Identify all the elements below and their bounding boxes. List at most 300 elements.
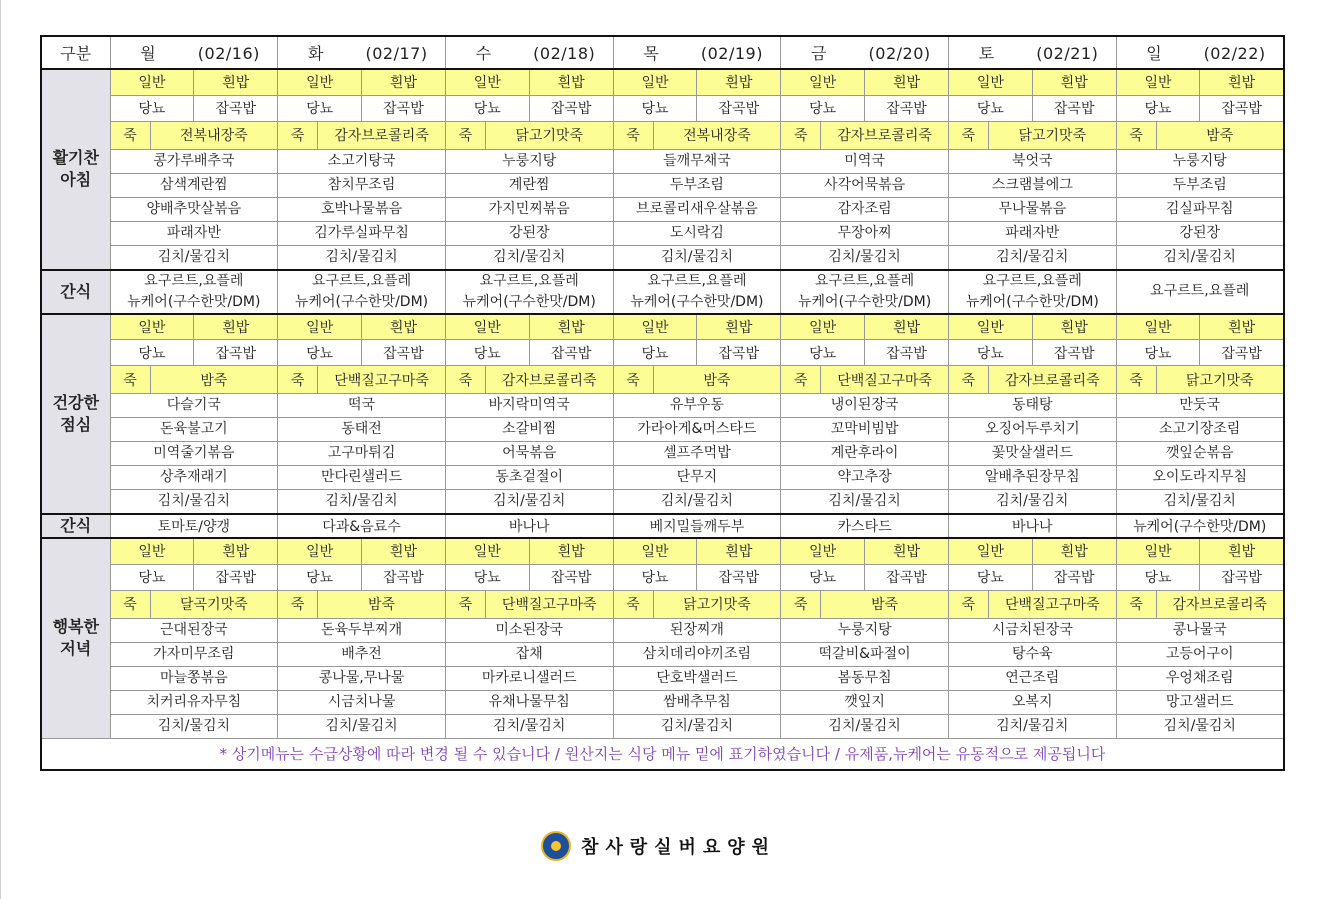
porridge-name: 감자브로콜리죽 (334, 128, 429, 144)
option-white-rice: 흰밥 (1200, 69, 1284, 95)
porridge-inner (278, 122, 445, 149)
meal-label-line: 행복한 (52, 617, 99, 637)
porridge-tag: 죽 (614, 366, 654, 393)
porridge-tag: 죽 (1117, 366, 1157, 393)
snack-cell (445, 270, 613, 314)
dish-item: 파래자반 (110, 221, 278, 245)
dish-item: 김치/물김치 (278, 490, 446, 515)
option-normal: 일반 (110, 314, 194, 340)
option-diabetic: 당뇨 (781, 340, 865, 366)
porridge-tag: 죽 (111, 366, 151, 393)
day-name: 목 (643, 44, 659, 63)
option-diabetic: 당뇨 (445, 340, 529, 366)
dish-item: 오복지 (948, 690, 1116, 714)
dish-item: 김치/물김치 (781, 245, 949, 270)
option-mixed-rice: 잡곡밥 (697, 340, 781, 366)
dinner-label (41, 538, 110, 738)
porridge-row (41, 590, 1284, 618)
porridge-inner (278, 366, 445, 393)
porridge-tag: 죽 (781, 366, 821, 393)
option-white-rice: 흰밥 (1200, 314, 1284, 340)
dish-item: 누룽지탕 (1116, 149, 1284, 173)
option-row (41, 95, 1284, 121)
option-white-rice: 흰밥 (697, 69, 781, 95)
porridge-cell (278, 590, 446, 618)
porridge-tag: 죽 (111, 122, 151, 149)
weekly-menu-table (40, 35, 1285, 771)
dish-item: 쌈배추무침 (613, 690, 781, 714)
porridge-tag: 죽 (949, 122, 989, 149)
option-diabetic: 당뇨 (278, 95, 362, 121)
option-white-rice: 흰밥 (865, 314, 949, 340)
dish-item: 감자조림 (781, 197, 949, 221)
dish-item: 약고추장 (781, 466, 949, 490)
dish-item: 브로콜리새우살볶음 (613, 197, 781, 221)
option-diabetic: 당뇨 (613, 340, 697, 366)
option-normal: 일반 (110, 538, 194, 564)
porridge-cell (613, 366, 781, 394)
dish-item: 우엉채조림 (1116, 666, 1284, 690)
porridge-inner (446, 366, 613, 393)
dish-item: 김치/물김치 (1116, 490, 1284, 515)
option-row (41, 314, 1284, 340)
dish-item: 알배추된장무침 (948, 466, 1116, 490)
option-normal: 일반 (445, 69, 529, 95)
dish-item: 근대된장국 (110, 618, 278, 642)
option-diabetic: 당뇨 (445, 95, 529, 121)
option-white-rice: 흰밥 (1200, 538, 1284, 564)
dish-item: 김치/물김치 (948, 714, 1116, 738)
porridge-cell (110, 121, 278, 149)
option-normal: 일반 (781, 314, 865, 340)
option-white-rice: 흰밥 (1032, 69, 1116, 95)
dish-item: 바지락미역국 (445, 394, 613, 418)
dish-item: 김치/물김치 (278, 714, 446, 738)
dish-item: 냉이된장국 (781, 394, 949, 418)
snack-item: 뉴케어(구수한맛/DM) (965, 293, 1099, 310)
porridge-name: 감자브로콜리죽 (1172, 597, 1268, 613)
porridge-inner (614, 366, 781, 393)
snack-cell (613, 270, 781, 314)
option-normal: 일반 (445, 538, 529, 564)
dish-item: 깻잎지 (781, 690, 949, 714)
option-normal: 일반 (781, 538, 865, 564)
dish-item: 미소된장국 (445, 618, 613, 642)
snack-item: 뉴케어(구수한맛/DM) (798, 293, 932, 310)
dish-item: 강된장 (1116, 221, 1284, 245)
porridge-tag: 죽 (949, 591, 989, 618)
porridge-tag: 죽 (614, 122, 654, 149)
dish-item: 시금치된장국 (948, 618, 1116, 642)
dish-item: 양배추맛살볶음 (110, 197, 278, 221)
porridge-cell (948, 121, 1116, 149)
dish-item: 김치/물김치 (781, 714, 949, 738)
day-date: (02/17) (365, 44, 428, 63)
snack-item: 요구르트,요플레 (982, 272, 1082, 289)
dish-row (41, 173, 1284, 197)
snack-cell (278, 270, 446, 314)
dish-item: 연근조림 (948, 666, 1116, 690)
snack-item: 바나나 (948, 514, 1116, 538)
day-date: (02/20) (868, 44, 931, 63)
option-white-rice: 흰밥 (529, 69, 613, 95)
option-mixed-rice: 잡곡밥 (1200, 564, 1284, 590)
snack-label: 간식 (41, 514, 110, 538)
porridge-tag: 죽 (1117, 122, 1157, 149)
porridge-cell (1116, 121, 1284, 149)
breakfast-label (41, 69, 110, 270)
option-mixed-rice: 잡곡밥 (529, 95, 613, 121)
dish-item: 누룽지탕 (445, 149, 613, 173)
meal-label-line: 점심 (60, 414, 92, 434)
day-header (613, 36, 781, 69)
porridge-name: 닭고기맛죽 (683, 597, 751, 613)
porridge-name: 밤죽 (871, 597, 899, 613)
day-date: (02/21) (1036, 44, 1099, 63)
option-diabetic: 당뇨 (278, 564, 362, 590)
dish-row (41, 245, 1284, 270)
porridge-name: 닭고기맛죽 (515, 128, 584, 144)
dish-row (41, 394, 1284, 418)
option-white-rice: 흰밥 (194, 314, 278, 340)
option-diabetic: 당뇨 (1116, 340, 1200, 366)
dish-row (41, 690, 1284, 714)
snack-item: 요구르트,요플레 (647, 272, 747, 289)
porridge-inner (614, 122, 781, 149)
porridge-name: 감자브로콜리죽 (501, 372, 597, 389)
day-name: 금 (811, 44, 827, 63)
option-white-rice: 흰밥 (194, 538, 278, 564)
porridge-tag: 죽 (614, 591, 654, 618)
porridge-name: 전복내장죽 (683, 128, 751, 144)
porridge-cell (1116, 590, 1284, 618)
option-normal: 일반 (110, 69, 194, 95)
porridge-cell (110, 366, 278, 394)
dish-row (41, 442, 1284, 466)
porridge-tag: 죽 (446, 591, 486, 618)
option-normal: 일반 (948, 538, 1032, 564)
option-diabetic: 당뇨 (110, 340, 194, 366)
dish-item: 김치/물김치 (110, 490, 278, 515)
porridge-cell (278, 121, 446, 149)
dish-item: 김치/물김치 (613, 714, 781, 738)
porridge-name: 단백질고구마죽 (837, 372, 932, 389)
dish-item: 파래자반 (948, 221, 1116, 245)
porridge-tag: 죽 (111, 591, 151, 618)
dish-item: 콩나물,무나물 (278, 666, 446, 690)
porridge-cell (613, 590, 781, 618)
dish-item: 김치/물김치 (613, 490, 781, 515)
option-normal: 일반 (948, 69, 1032, 95)
option-normal: 일반 (613, 69, 697, 95)
option-diabetic: 당뇨 (1116, 95, 1200, 121)
porridge-tag: 죽 (781, 591, 821, 618)
porridge-name: 밤죽 (1206, 128, 1234, 144)
porridge-name: 단백질고구마죽 (334, 372, 429, 389)
snack-row (41, 270, 1284, 314)
dish-item: 사각어묵볶음 (781, 173, 949, 197)
porridge-tag: 죽 (278, 591, 318, 618)
snack-cell (948, 270, 1116, 314)
dish-item: 호박나물볶음 (278, 197, 446, 221)
porridge-inner (781, 591, 948, 618)
dish-item: 김치/물김치 (110, 245, 278, 270)
dish-row (41, 490, 1284, 515)
porridge-inner (1117, 122, 1283, 149)
option-diabetic: 당뇨 (278, 340, 362, 366)
day-name: 토 (978, 44, 995, 63)
option-white-rice: 흰밥 (529, 314, 613, 340)
day-name: 일 (1146, 44, 1162, 63)
dish-item: 무나물볶음 (948, 197, 1116, 221)
porridge-cell (110, 590, 278, 618)
option-white-rice: 흰밥 (529, 538, 613, 564)
day-header (1116, 36, 1284, 69)
porridge-cell (445, 121, 613, 149)
snack-item: 요구르트,요플레 (479, 272, 579, 289)
header-row (41, 36, 1284, 69)
meal-label-line: 활기찬 (52, 148, 99, 168)
option-diabetic: 당뇨 (110, 95, 194, 121)
porridge-inner (781, 122, 948, 149)
dish-item: 만다린샐러드 (278, 466, 446, 490)
porridge-name: 달곡기맛죽 (180, 597, 248, 613)
option-normal: 일반 (781, 69, 865, 95)
option-mixed-rice: 잡곡밥 (865, 564, 949, 590)
porridge-cell (445, 366, 613, 394)
option-diabetic: 당뇨 (110, 564, 194, 590)
snack-item: 뉴케어(구수한맛/DM) (127, 293, 261, 310)
option-mixed-rice: 잡곡밥 (529, 564, 613, 590)
dish-item: 소갈비찜 (445, 418, 613, 442)
dish-item: 참치무조림 (278, 173, 446, 197)
dish-item: 배추전 (278, 642, 446, 666)
dish-item: 유부우동 (613, 394, 781, 418)
day-name: 월 (140, 44, 156, 63)
snack-cell (1116, 270, 1284, 314)
dish-row (41, 666, 1284, 690)
dish-item: 돈육불고기 (110, 418, 278, 442)
option-white-rice: 흰밥 (362, 69, 446, 95)
day-header (445, 36, 613, 69)
porridge-row (41, 366, 1284, 394)
dish-item: 김가루실파무침 (278, 221, 446, 245)
option-mixed-rice: 잡곡밥 (194, 564, 278, 590)
option-mixed-rice: 잡곡밥 (194, 95, 278, 121)
porridge-cell (1116, 366, 1284, 394)
dish-item: 삼치데리야끼조림 (613, 642, 781, 666)
dish-item: 김실파무침 (1116, 197, 1284, 221)
dish-item: 동태전 (278, 418, 446, 442)
porridge-name: 밤죽 (368, 597, 396, 613)
dish-item: 상추재래기 (110, 466, 278, 490)
dish-item: 누룽지탕 (781, 618, 949, 642)
dish-item: 김치/물김치 (1116, 245, 1284, 270)
dish-item: 탕수육 (948, 642, 1116, 666)
dish-item: 시금치나물 (278, 690, 446, 714)
option-mixed-rice: 잡곡밥 (865, 340, 949, 366)
option-diabetic: 당뇨 (948, 95, 1032, 121)
day-name: 수 (475, 44, 492, 63)
dish-item: 단호박샐러드 (613, 666, 781, 690)
day-date: (02/18) (533, 44, 596, 63)
snack-item: 토마토/양갱 (110, 514, 278, 538)
option-mixed-rice: 잡곡밥 (697, 564, 781, 590)
snack-cell (110, 270, 278, 314)
option-mixed-rice: 잡곡밥 (1032, 95, 1116, 121)
porridge-cell (948, 590, 1116, 618)
porridge-tag: 죽 (1117, 591, 1157, 618)
dish-item: 셀프주먹밥 (613, 442, 781, 466)
meal-label-line: 건강한 (52, 392, 99, 412)
porridge-row (41, 121, 1284, 149)
option-white-rice: 흰밥 (697, 538, 781, 564)
option-mixed-rice: 잡곡밥 (362, 564, 446, 590)
option-mixed-rice: 잡곡밥 (697, 95, 781, 121)
dish-item: 강된장 (445, 221, 613, 245)
dish-item: 김치/물김치 (948, 245, 1116, 270)
porridge-name: 단백질고구마죽 (501, 597, 597, 613)
dish-row (41, 197, 1284, 221)
dish-row (41, 642, 1284, 666)
dish-row (41, 149, 1284, 173)
dish-item: 돈육두부찌개 (278, 618, 446, 642)
option-white-rice: 흰밥 (362, 538, 446, 564)
porridge-inner (781, 366, 948, 393)
option-row (41, 564, 1284, 590)
day-header (781, 36, 949, 69)
day-name: 화 (307, 44, 324, 63)
snack-item: 요구르트,요플레 (311, 272, 412, 289)
option-mixed-rice: 잡곡밥 (1200, 95, 1284, 121)
option-diabetic: 당뇨 (1116, 564, 1200, 590)
option-white-rice: 흰밥 (865, 69, 949, 95)
porridge-name: 닭고기맛죽 (1185, 372, 1254, 389)
dish-item: 가라아게&머스타드 (613, 418, 781, 442)
porridge-name: 단백질고구마죽 (1004, 597, 1100, 613)
porridge-inner (446, 122, 613, 149)
dish-item: 봄동무침 (781, 666, 949, 690)
option-mixed-rice: 잡곡밥 (1032, 564, 1116, 590)
option-white-rice: 흰밥 (697, 314, 781, 340)
option-white-rice: 흰밥 (1032, 538, 1116, 564)
porridge-cell (445, 590, 613, 618)
option-mixed-rice: 잡곡밥 (529, 340, 613, 366)
dish-item: 깻잎순볶음 (1116, 442, 1284, 466)
day-header (278, 36, 446, 69)
porridge-tag: 죽 (949, 366, 989, 393)
dish-item: 김치/물김치 (781, 490, 949, 515)
option-diabetic: 당뇨 (781, 564, 865, 590)
dish-item: 무장아찌 (781, 221, 949, 245)
porridge-tag: 죽 (278, 122, 318, 149)
dish-item: 김치/물김치 (613, 245, 781, 270)
dish-row (41, 418, 1284, 442)
porridge-name: 감자브로콜리죽 (1004, 372, 1100, 389)
option-mixed-rice: 잡곡밥 (362, 95, 446, 121)
snack-item: 뉴케어(구수한맛/DM) (462, 293, 596, 310)
snack-cell (781, 270, 949, 314)
lunch-label (41, 314, 110, 515)
snack-item: 요구르트,요플레 (815, 272, 915, 289)
dish-row (41, 221, 1284, 245)
dish-item: 망고샐러드 (1116, 690, 1284, 714)
porridge-inner (111, 591, 278, 618)
dish-item: 떡국 (278, 394, 446, 418)
dish-item: 미역국 (781, 149, 949, 173)
dish-item: 오징어두루치기 (948, 418, 1116, 442)
porridge-name: 감자브로콜리죽 (837, 128, 932, 144)
dish-item: 동초겉절이 (445, 466, 613, 490)
porridge-inner (111, 366, 278, 393)
dish-item: 계란찜 (445, 173, 613, 197)
dish-item: 미역줄기볶음 (110, 442, 278, 466)
dish-item: 잡채 (445, 642, 613, 666)
snack-item: 뉴케어(구수한맛/DM) (630, 293, 764, 310)
day-header (948, 36, 1116, 69)
option-normal: 일반 (278, 69, 362, 95)
porridge-cell (781, 121, 949, 149)
dish-item: 꼬막비빔밥 (781, 418, 949, 442)
category-header: 구분 (41, 36, 110, 69)
dish-item: 콩나물국 (1116, 618, 1284, 642)
dish-row (41, 714, 1284, 738)
dish-item: 소고기장조림 (1116, 418, 1284, 442)
porridge-tag: 죽 (278, 366, 318, 393)
dish-item: 김치/물김치 (445, 245, 613, 270)
option-diabetic: 당뇨 (948, 564, 1032, 590)
option-white-rice: 흰밥 (865, 538, 949, 564)
dish-item: 김치/물김치 (1116, 714, 1284, 738)
option-normal: 일반 (278, 314, 362, 340)
dish-item: 콩가루배추국 (110, 149, 278, 173)
porridge-inner (1117, 366, 1283, 393)
option-normal: 일반 (1116, 69, 1200, 95)
snack-item: 요구르트,요플레 (1150, 283, 1250, 299)
dish-item: 김치/물김치 (445, 714, 613, 738)
option-mixed-rice: 잡곡밥 (865, 95, 949, 121)
porridge-inner (278, 591, 445, 618)
dish-item: 들깨무채국 (613, 149, 781, 173)
dish-item: 가지민찌볶음 (445, 197, 613, 221)
porridge-inner (949, 366, 1116, 393)
snack-item: 베지밀들깨두부 (613, 514, 781, 538)
dish-item: 다슬기국 (110, 394, 278, 418)
porridge-tag: 죽 (446, 366, 486, 393)
dish-item: 고등어구이 (1116, 642, 1284, 666)
porridge-name: 밤죽 (200, 372, 228, 389)
porridge-cell (278, 366, 446, 394)
porridge-tag: 죽 (781, 122, 821, 149)
option-white-rice: 흰밥 (1032, 314, 1116, 340)
option-diabetic: 당뇨 (781, 95, 865, 121)
dish-item: 김치/물김치 (948, 490, 1116, 515)
porridge-tag: 죽 (446, 122, 486, 149)
porridge-inner (1117, 591, 1283, 618)
dish-item: 도시락김 (613, 221, 781, 245)
note-row (41, 738, 1284, 770)
dish-item: 삼색계란찜 (110, 173, 278, 197)
porridge-inner (949, 591, 1116, 618)
dish-item: 가자미무조림 (110, 642, 278, 666)
option-white-rice: 흰밥 (194, 69, 278, 95)
dish-item: 북엇국 (948, 149, 1116, 173)
snack-item: 카스타드 (781, 514, 949, 538)
porridge-inner (614, 591, 781, 618)
option-normal: 일반 (445, 314, 529, 340)
porridge-cell (613, 121, 781, 149)
option-diabetic: 당뇨 (948, 340, 1032, 366)
